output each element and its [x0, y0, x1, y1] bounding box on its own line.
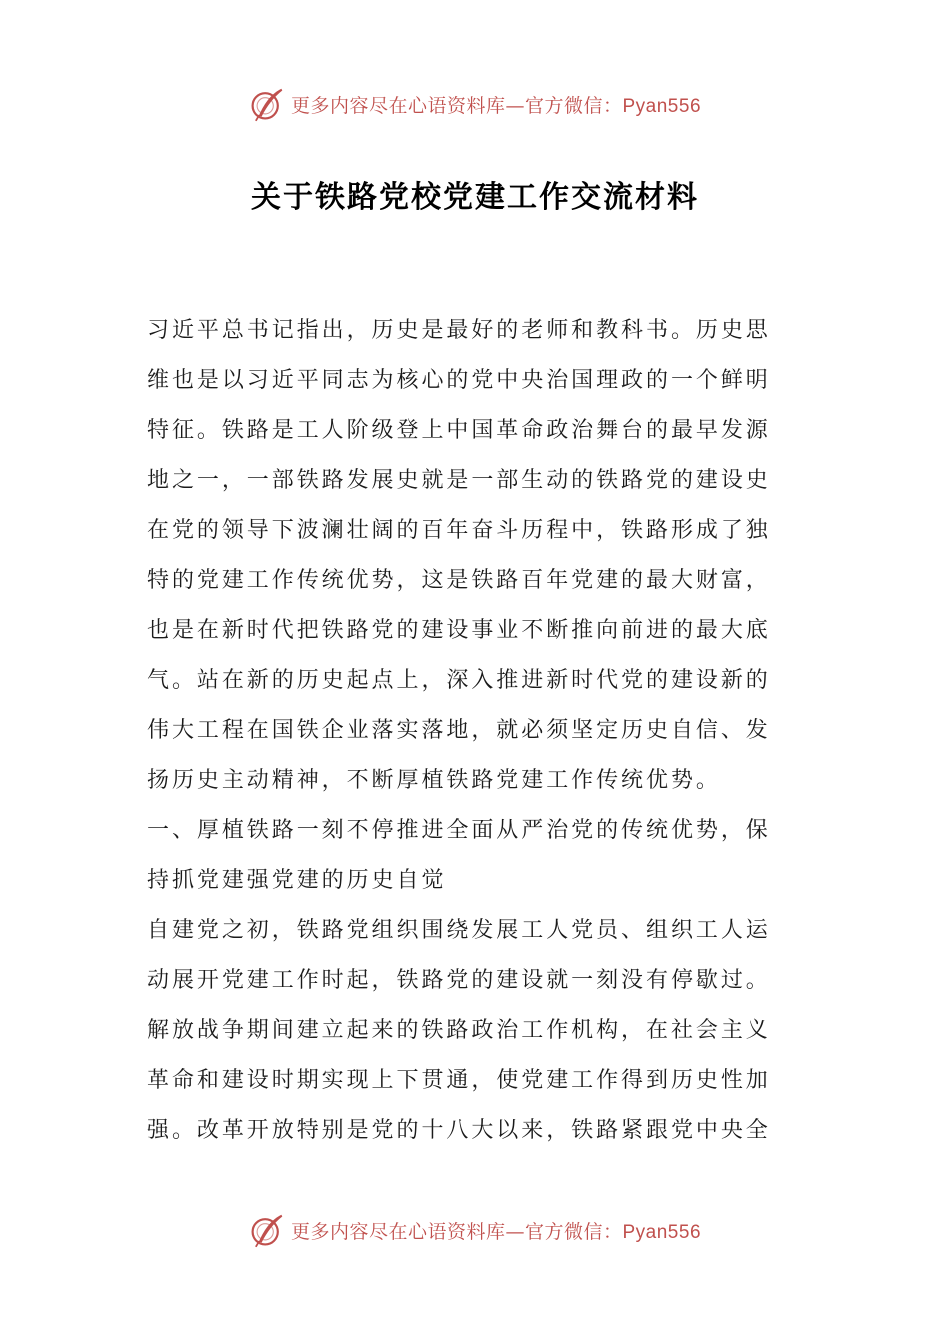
body-line: 革命和建设时期实现上下贯通，使党建工作得到历史性加	[147, 1068, 771, 1093]
quill-logo-icon	[249, 1212, 285, 1248]
body-line: 也是在新时代把铁路党的建设事业不断推向前进的最大底	[147, 618, 771, 643]
section-heading: 一、厚植铁路一刻不停推进全面从严治党的传统优势，保	[147, 818, 771, 843]
header-watermark	[0, 84, 950, 124]
body-line: 动展开党建工作时起，铁路党的建设就一刻没有停歇过。	[147, 968, 771, 993]
wechat-id: Pyan556	[622, 95, 702, 117]
body-line: 特的党建工作传统优势，这是铁路百年党建的最大财富，	[147, 568, 771, 593]
body-line: 扬历史主动精神，不断厚植铁路党建工作传统优势。	[147, 768, 721, 793]
quill-logo-icon	[249, 86, 285, 122]
footer-watermark	[0, 1210, 950, 1250]
body-line: 伟大工程在国铁企业落实落地，就必须坚定历史自信、发	[147, 718, 771, 743]
document-body	[147, 306, 807, 1156]
body-line: 地之一，一部铁路发展史就是一部生动的铁路党的建设史	[147, 468, 771, 493]
body-line: 气。站在新的历史起点上，深入推进新时代党的建设新的	[147, 668, 771, 693]
body-line: 强。改革开放特别是党的十八大以来，铁路紧跟党中央全	[147, 1118, 771, 1143]
watermark-text: 更多内容尽在心语资料库—官方微信：Pyan556	[290, 94, 702, 117]
body-line: 在党的领导下波澜壮阔的百年奋斗历程中，铁路形成了独	[147, 518, 771, 543]
body-line: 自建党之初，铁路党组织围绕发展工人党员、组织工人运	[147, 918, 771, 943]
body-line: 解放战争期间建立起来的铁路政治工作机构，在社会主义	[147, 1018, 771, 1043]
body-line: 习近平总书记指出，历史是最好的老师和教科书。历史思	[147, 318, 771, 343]
document-title: 关于铁路党校党建工作交流材料	[251, 180, 699, 215]
section-heading: 持抓党建强党建的历史自觉	[147, 868, 447, 893]
watermark-text: 更多内容尽在心语资料库—官方微信：Pyan556	[290, 1220, 702, 1243]
body-line: 维也是以习近平同志为核心的党中央治国理政的一个鲜明	[147, 368, 771, 393]
wechat-id: Pyan556	[622, 1221, 702, 1243]
body-line: 特征。铁路是工人阶级登上中国革命政治舞台的最早发源	[147, 418, 771, 443]
